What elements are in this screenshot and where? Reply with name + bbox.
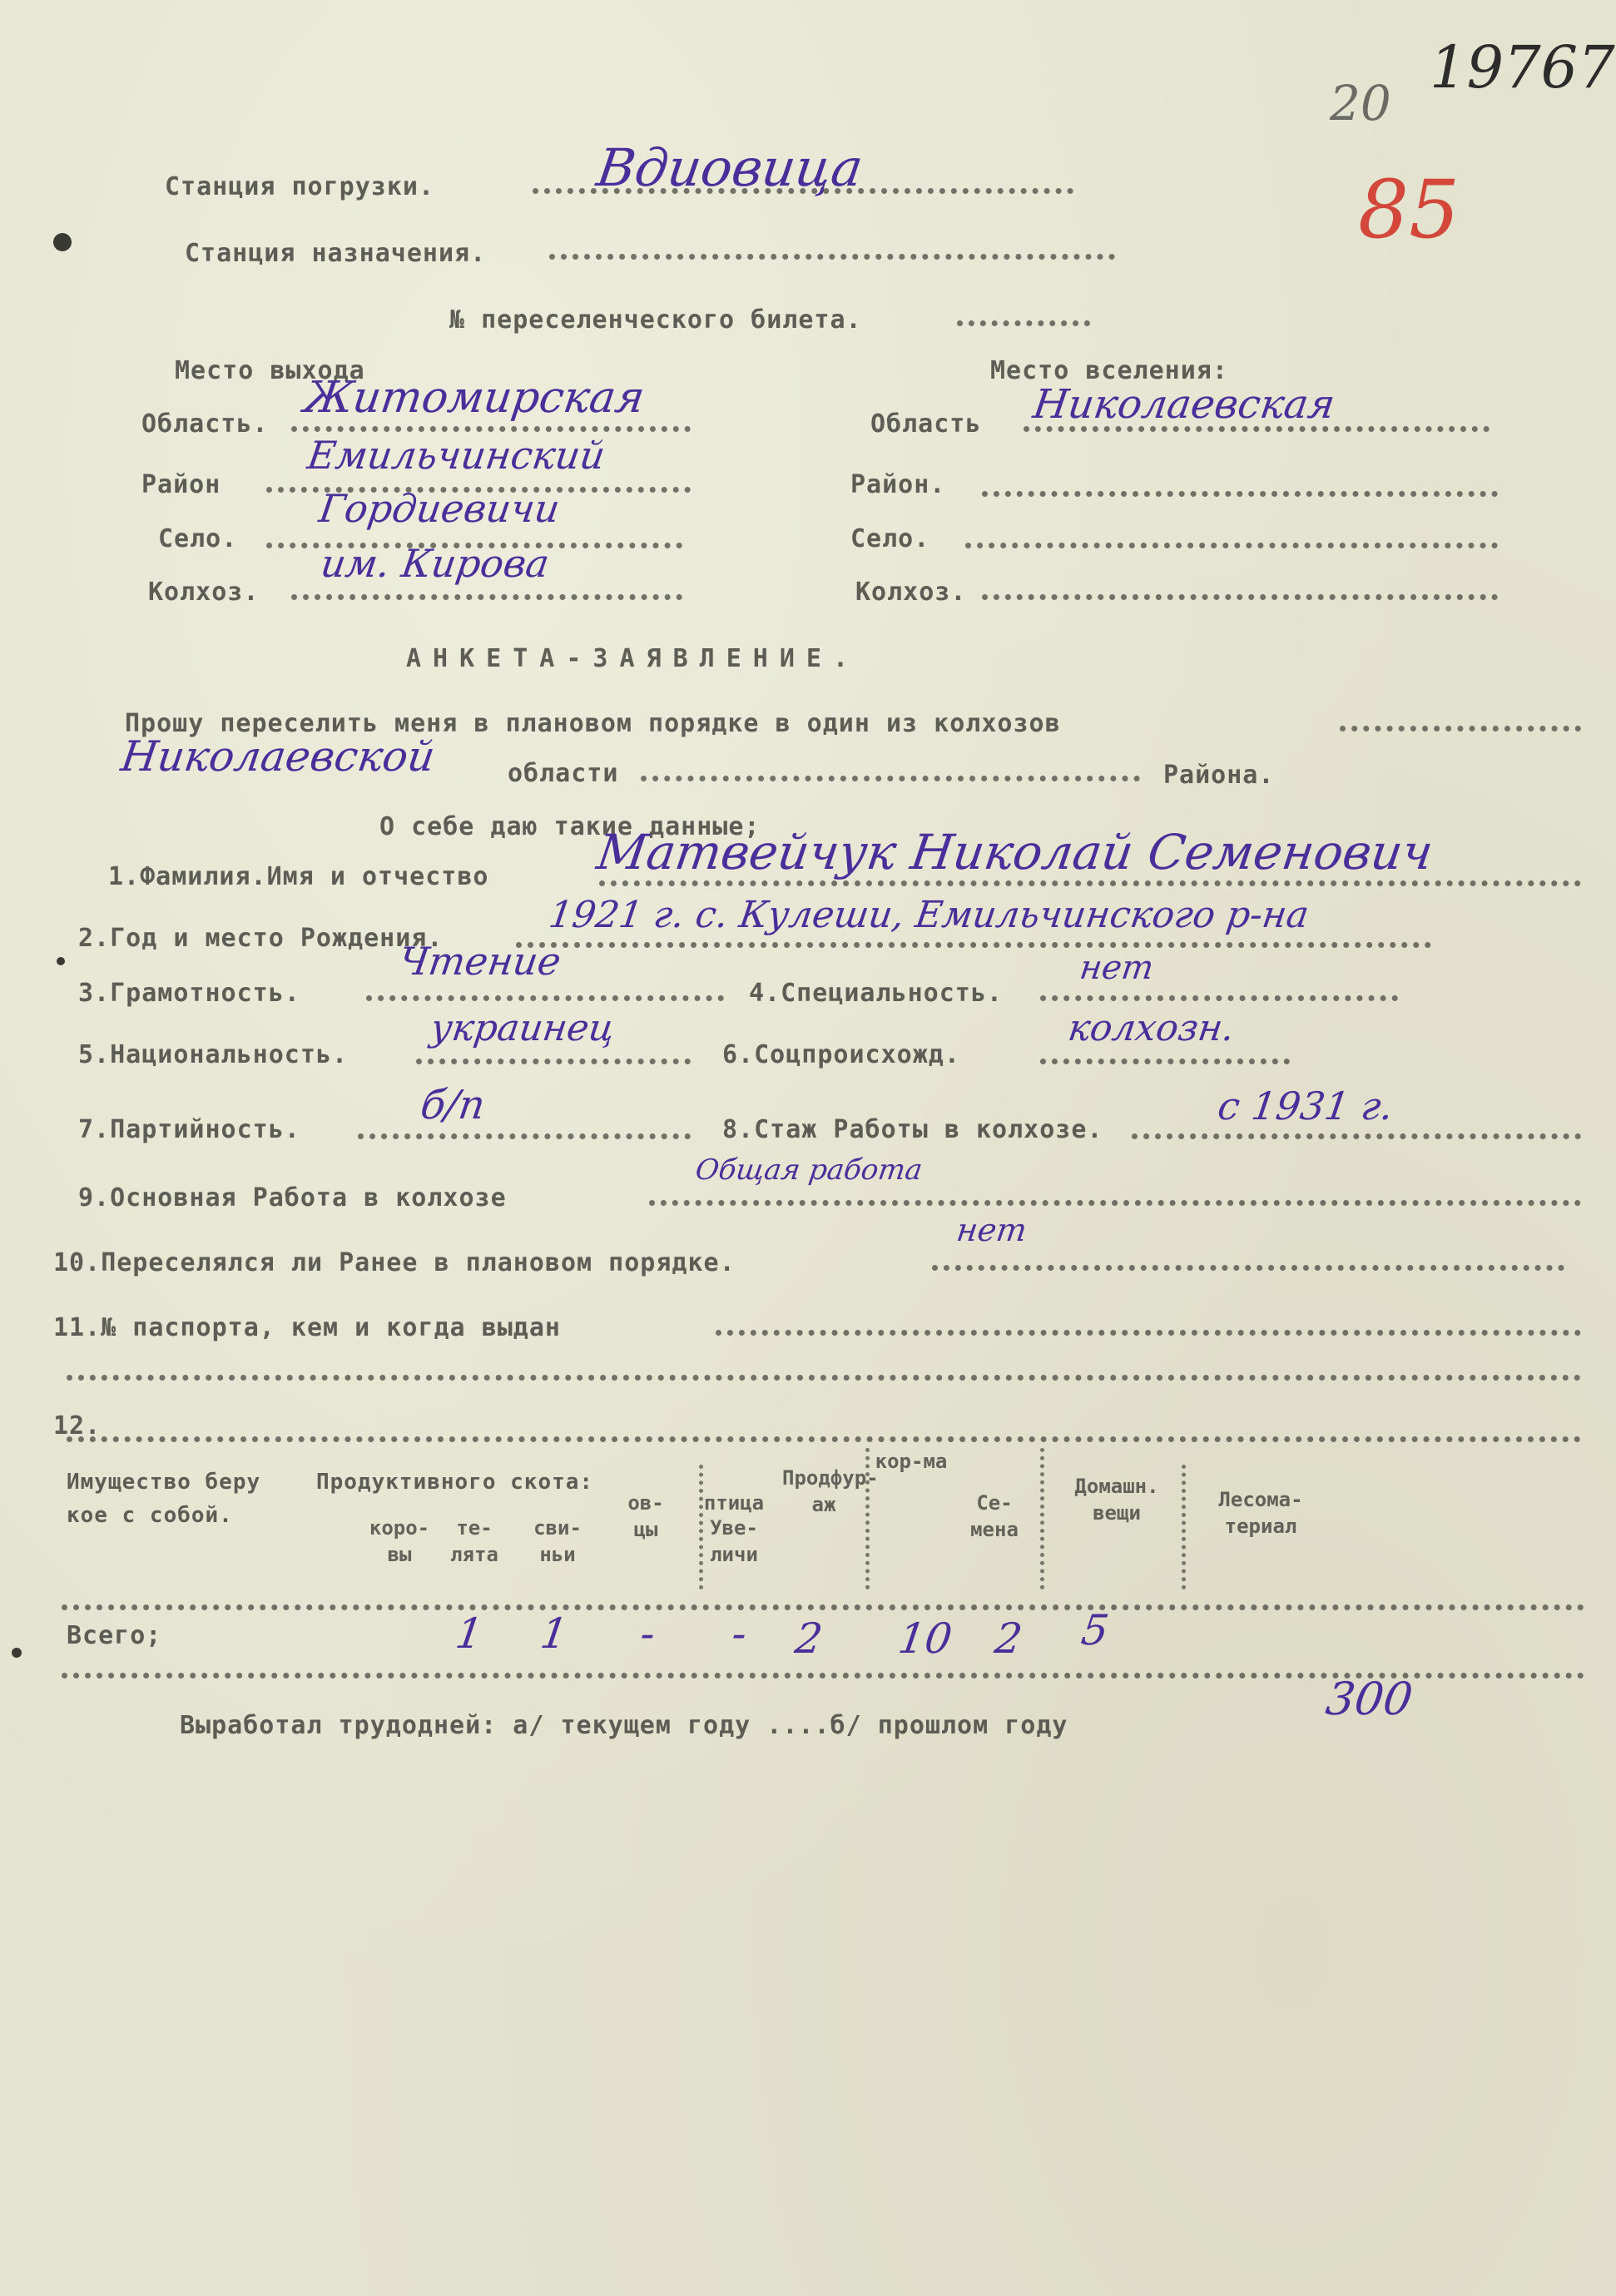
pencil-page-number: 20 (1330, 75, 1391, 131)
origin-heading: Место выхода (175, 356, 365, 385)
origin-selo-label: Село. (158, 524, 238, 553)
destination-heading: Место вселения: (990, 356, 1228, 385)
q3-label: 3.Грамотность. (78, 979, 300, 1008)
col-pigs: сви-ньи (533, 1516, 582, 1566)
origin-selo-value: Гордиевичи (316, 486, 563, 531)
col-timber: Лесома-териал (1218, 1488, 1303, 1538)
dest-oblast-value: Николаевская (1030, 381, 1338, 428)
q8-label: 8.Стаж Работы в колхозе. (722, 1115, 1103, 1144)
origin-raion-label: Район (141, 470, 221, 499)
dest-selo-dots (965, 543, 1498, 548)
ticket-label: № переселенческого билета. (449, 305, 862, 335)
col-calves: те-лята (450, 1516, 498, 1566)
q11-continuation-dots (67, 1375, 1581, 1381)
table-divider-1 (699, 1465, 703, 1589)
workdays-label: Выработал трудодней: а/ текущем году ....б/ прошлом году (180, 1711, 1068, 1740)
request-raion-label: Района. (1163, 761, 1275, 790)
origin-oblast-dots (291, 426, 691, 432)
col-cows: коро-вы (369, 1516, 430, 1566)
punch-hole-low (12, 1648, 22, 1658)
request-text: Прошу переселить меня в плановом порядке в один из колхозов (125, 709, 1061, 738)
origin-kolkhoz-value: им. Кирова (318, 541, 553, 586)
origin-oblast-value: Житомирская (300, 373, 648, 423)
request-oblast-dots (641, 776, 1140, 781)
destination-station-dots (549, 254, 1115, 260)
q5-label: 5.Национальность. (78, 1040, 349, 1069)
total-label: Всего; (67, 1621, 162, 1650)
form-title: АНКЕТА-ЗАЯВЛЕНИЕ. (406, 644, 860, 673)
total-feed: 10 (895, 1614, 955, 1663)
q9-dots (649, 1200, 1581, 1206)
punch-hole-top (53, 233, 72, 251)
property-label-line2: кое с собой. (67, 1503, 233, 1528)
punch-hole-mid (57, 957, 65, 965)
dest-selo-label: Село. (850, 524, 930, 553)
col-food-forage: Продфур-аж (782, 1466, 879, 1516)
origin-raion-value: Емильчинский (305, 433, 608, 478)
q1-value: Матвейчук Николай Семенович (593, 824, 1437, 880)
q10-value: нет (954, 1212, 1029, 1248)
dest-raion-dots (982, 491, 1498, 497)
q2-value: 1921 г. с. Кулеши, Емильчинского р-на (546, 894, 1311, 936)
total-cows: 1 (452, 1609, 486, 1658)
q6-label: 6.Соцпроисхожд. (722, 1040, 960, 1069)
request-oblast-value: Николаевской (117, 732, 439, 781)
table-divider-4 (1182, 1465, 1186, 1589)
total-pigs: - (637, 1609, 658, 1658)
q5-value: украинец (428, 1007, 617, 1049)
q8-value: с 1931 г. (1215, 1084, 1396, 1128)
col-sheep: ов-цы (627, 1491, 664, 1541)
q9-label: 9.Основная Работа в колхозе (78, 1183, 507, 1212)
q6-dots (1040, 1059, 1290, 1064)
dest-oblast-label: Область (870, 409, 982, 439)
workdays-value: 300 (1322, 1673, 1416, 1725)
q10-label: 10.Переселялся ли Ранее в плановом порядке. (53, 1248, 736, 1277)
loading-station-value: Вдиовица (592, 137, 867, 198)
q7-value: б/п (418, 1082, 488, 1128)
col-poultry: птица (703, 1491, 765, 1515)
total-household: 5 (1078, 1606, 1112, 1654)
dest-raion-label: Район. (850, 470, 946, 499)
q4-label: 4.Специальность. (749, 979, 1003, 1008)
q2-label: 2.Год и место Рождения. (78, 924, 444, 953)
q11-dots (716, 1330, 1581, 1336)
q4-value: нет (1077, 949, 1157, 987)
red-mark: 85 (1358, 163, 1460, 256)
total-seeds: 2 (991, 1614, 1025, 1663)
loading-station-label: Станция погрузки. (165, 172, 435, 201)
property-group-header: Продуктивного скота: (316, 1470, 594, 1495)
origin-kolkhoz-dots (291, 594, 682, 600)
q8-dots (1132, 1133, 1581, 1139)
q12-dots (67, 1436, 1581, 1442)
col-feed: кор-ма (875, 1450, 948, 1473)
q5-dots (416, 1059, 691, 1064)
request-oblast-label: области (508, 759, 619, 788)
col-misc: Уве-личи (710, 1516, 758, 1566)
q12-label: 12. (53, 1411, 102, 1441)
table-rule-top (62, 1604, 1584, 1610)
total-calves: 1 (537, 1609, 571, 1658)
destination-station-label: Станция назначения. (185, 239, 487, 268)
ticket-dots (957, 320, 1090, 326)
table-divider-3 (1040, 1448, 1044, 1589)
q1-label: 1.Фамилия.Имя и отчество (108, 862, 489, 891)
q7-dots (358, 1133, 691, 1139)
q10-dots (932, 1265, 1564, 1271)
q2-dots (516, 942, 1431, 948)
col-household: Домашн. вещи (1074, 1475, 1159, 1525)
total-sheep: - (728, 1609, 750, 1658)
origin-oblast-label: Область. (141, 409, 269, 439)
property-label-line1: Имущество беру (67, 1470, 261, 1495)
q3-dots (366, 995, 724, 1001)
request-dots (1340, 726, 1581, 731)
q11-label: 11.№ паспорта, кем и когда выдан (53, 1313, 561, 1342)
q3-value: Чтение (396, 939, 564, 984)
origin-kolkhoz-label: Колхоз. (148, 578, 260, 607)
total-food-forage: 2 (791, 1614, 825, 1663)
file-number: 19767 (1430, 33, 1615, 102)
q9-value: Общая работа (693, 1153, 924, 1187)
q4-dots (1040, 995, 1398, 1001)
table-divider-2 (865, 1448, 870, 1589)
q1-dots (599, 880, 1581, 886)
about-text: О себе даю такие данные; (379, 812, 761, 841)
dest-kolkhoz-label: Колхоз. (855, 578, 967, 607)
q6-value: колхозн. (1065, 1007, 1237, 1049)
q7-label: 7.Партийность. (78, 1115, 300, 1144)
dest-kolkhoz-dots (982, 594, 1498, 600)
col-seeds: Се-мена (970, 1491, 1019, 1541)
